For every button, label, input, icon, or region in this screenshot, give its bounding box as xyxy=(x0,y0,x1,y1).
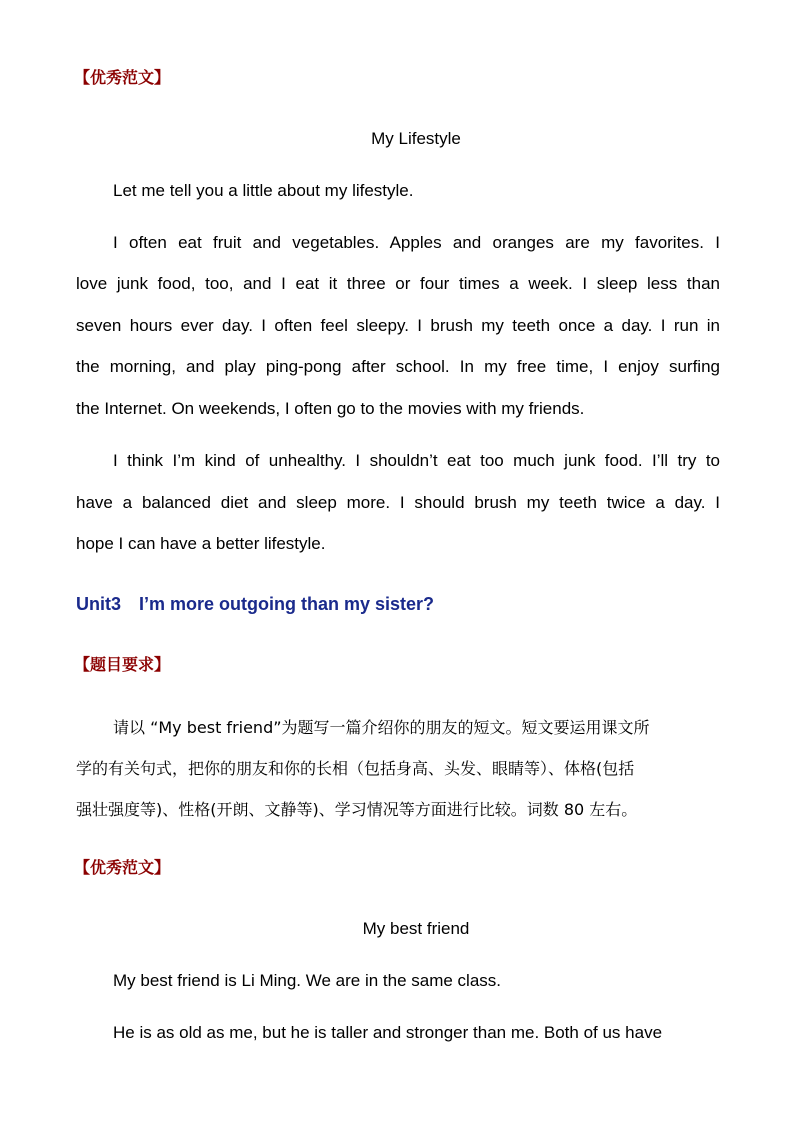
paragraph-line: seven hours ever day. I often feel sleepy. I brush my teeth once a day. I run in xyxy=(76,316,720,335)
paragraph-line: love junk food, too, and I eat it three or four times a week. I sleep less than xyxy=(76,274,720,293)
section-label-requirements: 【题目要求】 xyxy=(74,655,171,674)
requirement-line: 请以 “My best friend”为题写一篇介绍你的朋友的短文。短文要运用课文所 xyxy=(113,718,650,737)
section-label-excellent-sample: 【优秀范文】 xyxy=(74,68,171,87)
paragraph-line: the morning, and play ping-pong after school. In my free time, I enjoy surfing xyxy=(76,357,720,376)
requirement-line: 强壮强度等)、性格(开朗、文静等)、学习情况等方面进行比较。词数 80 左右。 xyxy=(76,800,638,819)
paragraph-line: My best friend is Li Ming. We are in the same class. xyxy=(113,971,502,990)
unit-heading xyxy=(76,592,720,616)
section-label-excellent-sample: 【优秀范文】 xyxy=(74,858,171,877)
essay-title-my-lifestyle: My Lifestyle xyxy=(371,129,461,148)
paragraph-line: I think I’m kind of unhealthy. I shouldn’t eat too much junk food. I’ll try to xyxy=(113,451,720,470)
paragraph-line: the Internet. On weekends, I often go to the movies with my friends. xyxy=(76,399,585,418)
paragraph-line: hope I can have a better lifestyle. xyxy=(76,534,326,553)
unit-title: I’m more outgoing than my sister? xyxy=(139,594,435,614)
paragraph-line: He is as old as me, but he is taller and stronger than me. Both of us have xyxy=(113,1023,663,1042)
paragraph-line: have a balanced diet and sleep more. I should brush my teeth twice a day. I xyxy=(76,493,720,512)
essay-title-my-best-friend: My best friend xyxy=(362,919,470,938)
paragraph-line: Let me tell you a little about my lifestyle. xyxy=(113,181,414,200)
requirement-line: 学的有关句式，把你的朋友和你的长相（包括身高、头发、眼睛等）、体格(包括 xyxy=(76,759,635,778)
paragraph-line: I often eat fruit and vegetables. Apples and oranges are my favorites. I xyxy=(113,233,720,252)
unit-number: Unit3 xyxy=(76,594,121,614)
